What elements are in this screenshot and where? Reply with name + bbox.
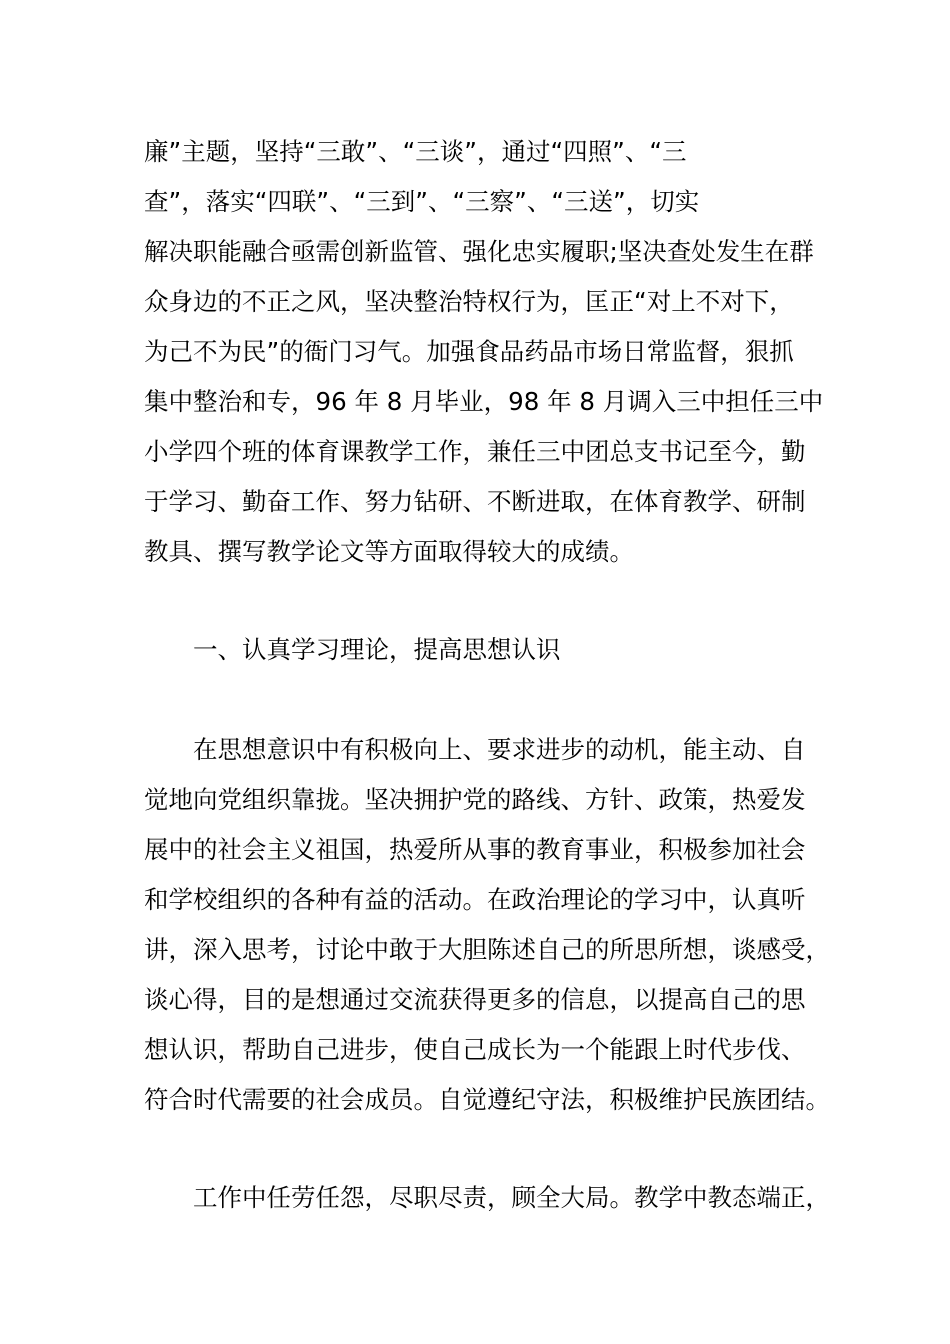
paragraph-2-line: 符合时代需要的社会成员。自觉遵纪守法，积极维护民族团结。 xyxy=(144,1085,830,1114)
paragraph-1-line: 为己不为民”的衙门习气。加强食品药品市场日常监督，狠抓 xyxy=(144,337,794,366)
paragraph-2-line: 想认识，帮助自己进步，使自己成长为一个能跟上时代步伐、 xyxy=(144,1035,806,1064)
paragraph-2-line: 讲，深入思考，讨论中敢于大胆陈述自己的所思所想，谈感受， xyxy=(144,935,830,964)
paragraph-1-line: 小学四个班的体育课教学工作，兼任三中团总支书记至今，勤 xyxy=(144,437,806,466)
paragraph-2-line: 谈心得，目的是想通过交流获得更多的信息，以提高自己的思 xyxy=(144,985,806,1014)
paragraph-1-line: 解决职能融合亟需创新监管、强化忠实履职;坚决查处发生在群 xyxy=(144,237,814,266)
paragraph-1-line: 集中整治和专，96 年 8 月毕业，98 年 8 月调入三中担任三中 xyxy=(144,387,824,416)
section-heading: 一、认真学习理论，提高思想认识 xyxy=(193,635,561,664)
paragraph-2-line: 觉地向党组织靠拢。坚决拥护党的路线、方针、政策，热爱发 xyxy=(144,785,806,814)
paragraph-1-line: 廉”主题，坚持“三敢”、“三谈”，通过“四照”、“三 xyxy=(144,137,687,166)
paragraph-3-line: 工作中任劳任怨，尽职尽责，顾全大局。教学中教态端正， xyxy=(193,1183,830,1212)
paragraph-1-line: 教具、撰写教学论文等方面取得较大的成绩。 xyxy=(144,537,634,566)
paragraph-1-line: 众身边的不正之风，坚决整治特权行为，匡正“对上不对下， xyxy=(144,287,794,316)
paragraph-1-line: 于学习、勤奋工作、努力钻研、不断进取，在体育教学、研制 xyxy=(144,487,806,516)
paragraph-1-line: 查”，落实“四联”、“三到”、“三察”、“三送”，切实 xyxy=(144,187,700,216)
paragraph-2-line: 在思想意识中有积极向上、要求进步的动机，能主动、自 xyxy=(193,735,806,764)
paragraph-2-line: 展中的社会主义祖国，热爱所从事的教育事业，积极参加社会 xyxy=(144,835,806,864)
paragraph-2-line: 和学校组织的各种有益的活动。在政治理论的学习中，认真听 xyxy=(144,885,806,914)
